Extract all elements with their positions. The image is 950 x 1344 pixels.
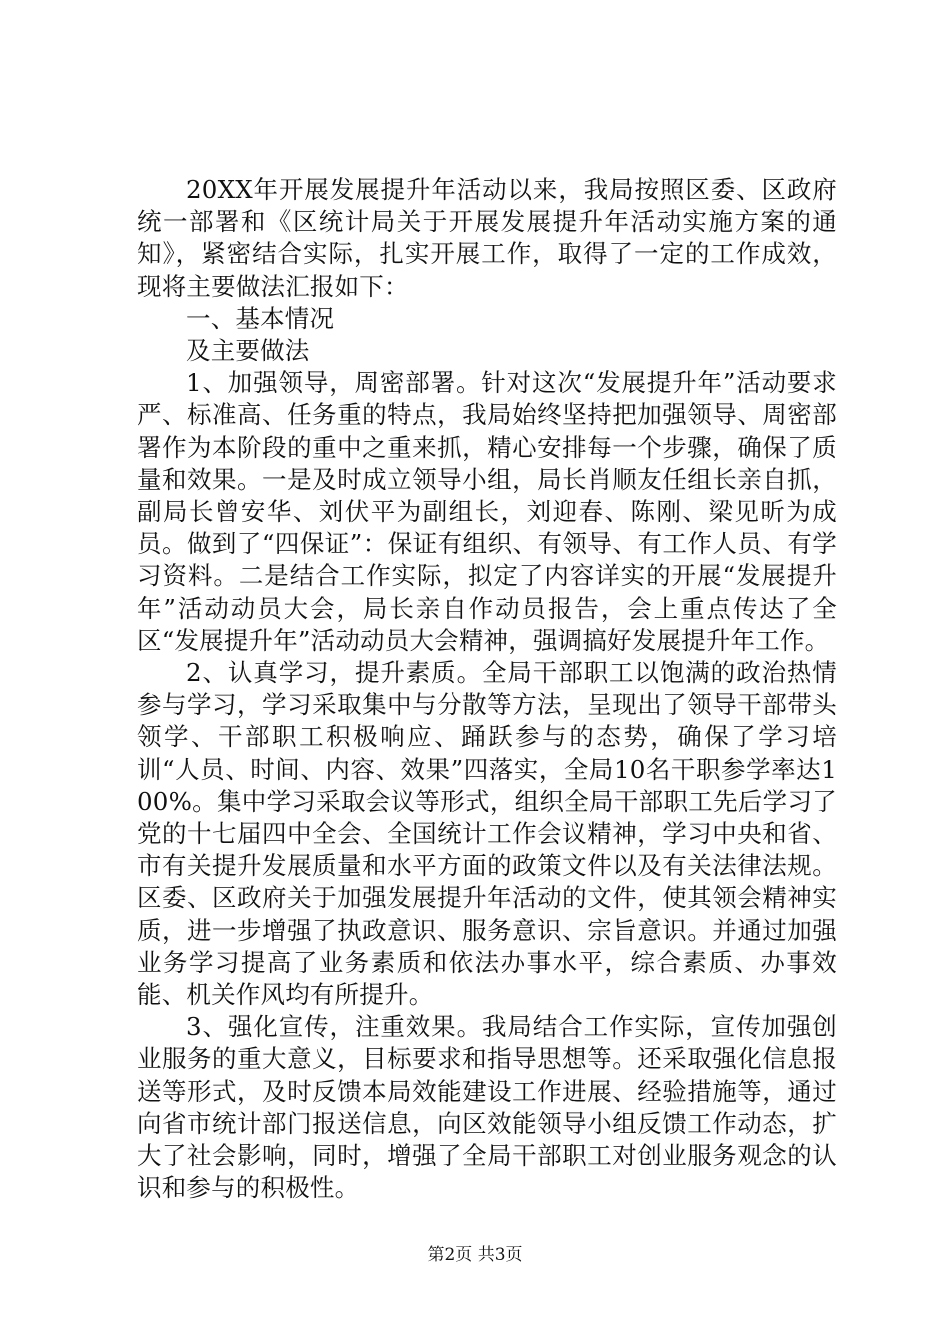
section-heading: 一、基本情况 xyxy=(186,303,335,333)
section-heading-continued: 及主要做法 xyxy=(186,336,310,366)
paragraph-item-2: 2、认真学习，提升素质。全局干部职工以饱满的政治热情参与学习，学习采取集中与分散等方法，呈现出了领导干部带头领学、干部职工积极响应、踊跃参与的态势，确保了学习培训“人员、时间、内容、效果”四落实，全局10名干职参学率达100%。集中学习采取会议等形式，组织全局干部职工先后学习了党的十七届四中全会、全国统计工作会议精神，学习中央和省、市有关提升发展质量和水平方面的政策文件以及有关法律法规。区委、区政府关于加强发展提升年活动的文件，使其领会精神实质，进一步增强了执政意识、服务意识、宗旨意识。并通过加强业务学习提高了业务素质和依法办事水平，综合素质、办事效能、机关作风均有所提升。 xyxy=(137,658,837,1010)
paragraph-item-1: 1、加强领导，周密部署。针对这次“发展提升年”活动要求严、标准高、任务重的特点，我局始终坚持把加强领导、周密部署作为本阶段的重中之重来抓，精心安排每一个步骤，确保了质量和效果。一是及时成立领导小组，局长肖顺友任组长亲自抓，副局长曾安华、刘伏平为副组长，刘迎春、陈刚、梁见昕为成员。做到了“四保证”：保证有组织、有领导、有工作人员、有学习资料。二是结合工作实际，拟定了内容详实的开展“发展提升年”活动动员大会，局长亲自作动员报告，会上重点传达了全区“发展提升年”活动动员大会精神，强调搞好发展提升年工作。 xyxy=(137,368,837,655)
page-number-footer: 第2页 共3页 xyxy=(427,1245,523,1265)
paragraph-intro: 20XX年开展发展提升年活动以来，我局按照区委、区政府统一部署和《区统计局关于开展发展提升年活动实施方案的通知》，紧密结合实际，扎实开展工作，取得了一定的工作成效，现将主要做法汇报如下： xyxy=(137,175,837,301)
paragraph-item-3: 3、强化宣传，注重效果。我局结合工作实际，宣传加强创业服务的重大意义，目标要求和指导思想等。还采取强化信息报送等形式，及时反馈本局效能建设工作进展、经验措施等，通过向省市统计部门报送信息，向区效能领导小组反馈工作动态，扩大了社会影响，同时，增强了全局干部职工对创业服务观念的认识和参与的积极性。 xyxy=(137,1012,837,1203)
document-body xyxy=(137,174,837,1205)
